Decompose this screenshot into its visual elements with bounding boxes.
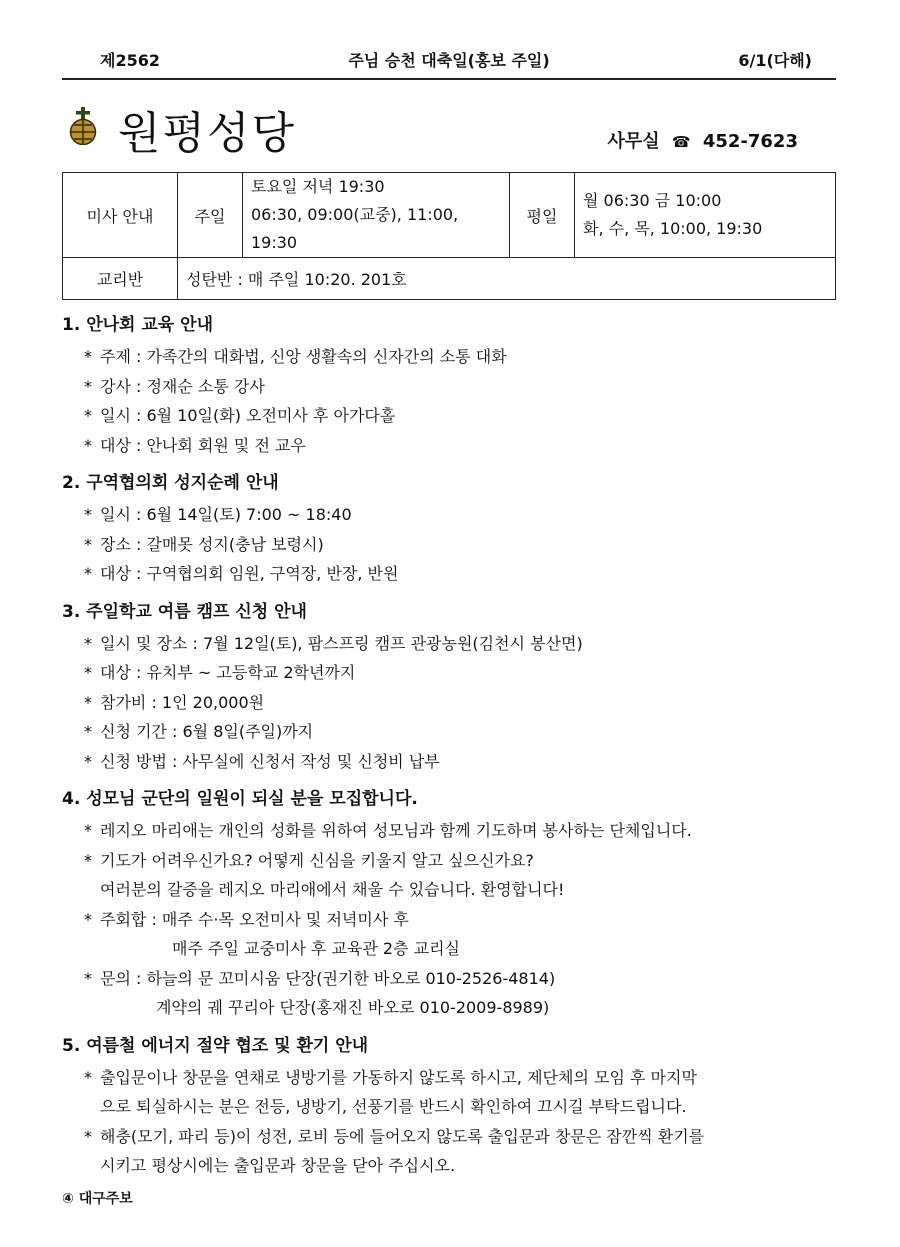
list-item: * 출입문이나 창문을 연채로 냉방기를 가동하지 않도록 하시고, 제단체의 모임 후 마지막 <box>84 1067 697 1087</box>
issue-date: 6/1(다해) <box>738 51 812 70</box>
section-title: 1. 안나회 교육 안내 <box>62 315 213 335</box>
list-item-continuation: 으로 퇴실하시는 분은 전등, 냉방기, 선풍기를 반드시 확인하여 끄시길 부탁드립니다. <box>100 1097 687 1116</box>
list-item-continuation: 시키고 평상시에는 출입문과 창문을 닫아 주십시오. <box>100 1156 456 1175</box>
list-item: * 대상 : 유치부 ~ 고등학교 2학년까지 <box>84 663 356 682</box>
sunday-times <box>243 173 510 258</box>
list-item: * 대상 : 안나회 회원 및 전 교우 <box>84 435 306 455</box>
sunday-line-2: 06:30, 09:00(교중), 11:00, 19:30 <box>251 205 459 252</box>
sunday-label: 주일 <box>178 173 243 258</box>
list-item: * 일시 : 6월 10일(화) 오전미사 후 아가다홀 <box>84 406 396 425</box>
telephone-icon: ☎ <box>671 133 691 151</box>
office-label: 사무실 <box>607 131 660 152</box>
list-item: * 신청 기간 : 6월 8일(주일)까지 <box>84 722 314 741</box>
list-item: * 장소 : 갈매못 성지(충남 보령시) <box>84 534 324 554</box>
section-energy-saving <box>62 1029 852 1181</box>
weekday-line-1: 월 06:30 금 10:00 <box>583 191 722 210</box>
bulletin-header <box>62 44 836 80</box>
list-item: * 해충(모기, 파리 등)이 성전, 로비 등에 들어오지 않도록 출입문과 창문은 잠깐씩 환기를 <box>84 1126 705 1146</box>
list-item: * 레지오 마리애는 개인의 성화를 위하여 성모님과 함께 기도하며 봉사하는 단체입니다. <box>84 821 692 840</box>
cross-globe-icon <box>66 107 100 145</box>
section-legio-mariae <box>62 782 852 1023</box>
list-item: * 주회합 : 매주 수·목 오전미사 및 저녁미사 후 <box>84 909 409 929</box>
weekday-label: 평일 <box>510 173 575 258</box>
section-title: 5. 여름철 에너지 절약 협조 및 환기 안내 <box>62 1035 369 1056</box>
weekday-line-2: 화, 수, 목, 10:00, 19:30 <box>583 219 763 238</box>
issue-number: 제2562 <box>100 51 160 70</box>
weekday-times <box>575 173 836 258</box>
announcements <box>62 308 852 1187</box>
section-title: 2. 구역협의회 성지순례 안내 <box>62 473 279 493</box>
list-item: * 문의 : 하늘의 문 꼬미시움 단장(권기한 바오로 010-2526-4814) <box>84 968 556 988</box>
mass-schedule-table <box>62 172 836 300</box>
catechism-label: 교리반 <box>63 258 178 300</box>
section-pilgrimage <box>62 466 852 589</box>
list-item-continuation: 계약의 궤 꾸리아 단장(홍재진 바오로 010-2009-8989) <box>156 998 550 1017</box>
list-item: * 일시 : 6월 14일(토) 7:00 ~ 18:40 <box>84 505 352 524</box>
parish-banner <box>62 97 836 159</box>
list-item: * 강사 : 정재순 소통 강사 <box>84 376 265 396</box>
mass-label: 미사 안내 <box>63 173 178 258</box>
list-item: * 신청 방법 : 사무실에 신청서 작성 및 신청비 납부 <box>84 751 440 771</box>
office-contact <box>607 127 798 153</box>
list-item: * 기도가 어려우신가요? 어떻게 신심을 키울지 알고 싶으신가요? <box>84 850 534 870</box>
list-item: * 참가비 : 1인 20,000원 <box>84 692 265 712</box>
section-title: 4. 성모님 군단의 일원이 되실 분을 모집합니다. <box>62 789 418 809</box>
list-item: * 일시 및 장소 : 7월 12일(토), 팜스프링 캠프 관광농원(김천시 봉산면) <box>84 633 583 653</box>
catechism-text: 성탄반 : 매 주일 10:20. 201호 <box>178 258 836 300</box>
list-item: * 대상 : 구역협의회 임원, 구역장, 반장, 반원 <box>84 564 399 583</box>
page-footer: ④ 대구주보 <box>62 1191 133 1207</box>
office-phone: 452-7623 <box>702 131 798 152</box>
section-summer-camp <box>62 595 852 777</box>
section-annas-education <box>62 308 852 460</box>
feast-title: 주님 승천 대축일(홍보 주일) <box>348 51 550 70</box>
section-title: 3. 주일학교 여름 캠프 신청 안내 <box>62 601 307 622</box>
list-item-continuation: 매주 주일 교중미사 후 교육관 2층 교리실 <box>172 939 460 958</box>
sunday-line-1: 토요일 저녁 19:30 <box>251 177 385 196</box>
parish-name: 원평성당 <box>118 108 297 159</box>
list-item: * 주제 : 가족간의 대화법, 신앙 생활속의 신자간의 소통 대화 <box>84 347 507 366</box>
list-item-continuation: 여러분의 갈증을 레지오 마리애에서 채울 수 있습니다. 환영합니다! <box>100 880 565 899</box>
